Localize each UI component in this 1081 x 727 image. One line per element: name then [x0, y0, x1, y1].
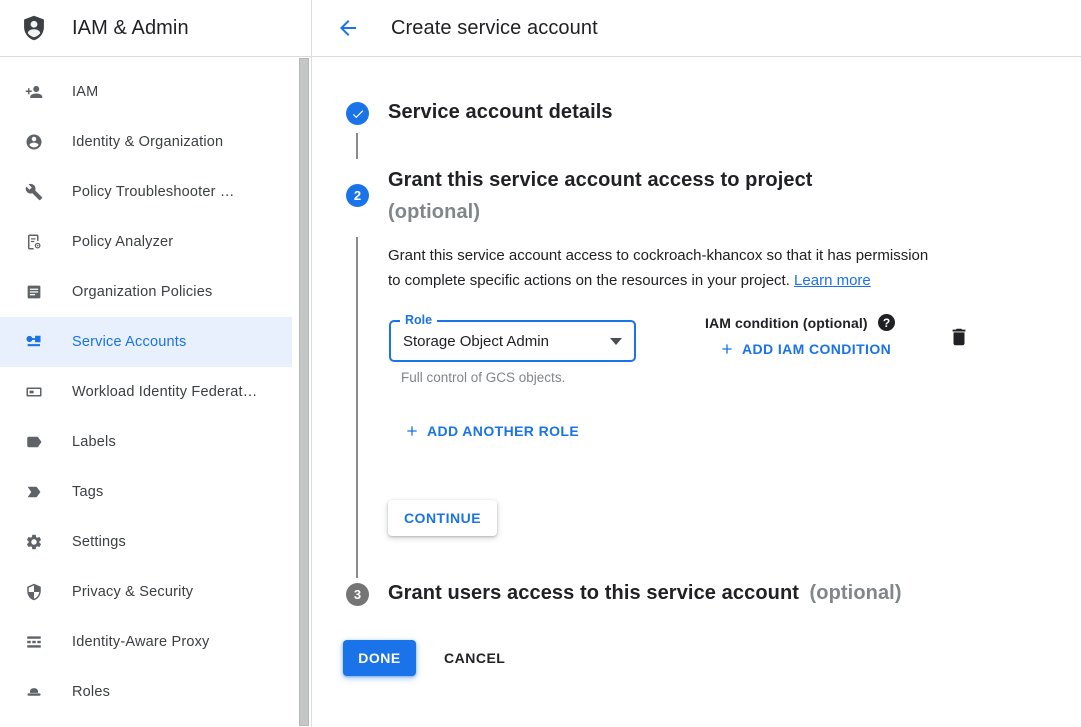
sidebar-item-settings[interactable]	[0, 517, 292, 567]
plus-icon	[404, 423, 420, 439]
sidebar-item-label: Policy Analyzer	[72, 234, 174, 250]
sidebar-scrollbar-track	[292, 57, 311, 727]
sidebar-item-privacy-security[interactable]	[0, 567, 292, 617]
add-another-role-button[interactable]	[404, 423, 579, 439]
document-gear-icon	[25, 233, 43, 251]
person-add-icon	[25, 83, 43, 101]
step2-description-line1: Grant this service account access to cockroach-khancox so that it has permission	[388, 247, 929, 264]
step2-number-badge	[346, 184, 369, 207]
identity-person-icon	[25, 133, 43, 151]
iam-admin-shield-logo-icon	[20, 13, 48, 43]
product-title: IAM & Admin	[72, 16, 189, 39]
sidebar-item-label: Service Accounts	[72, 334, 187, 350]
stepper-connector-1	[356, 133, 358, 159]
step3-title: Grant users access to this service account	[388, 582, 800, 604]
role-helper-text: Full control of GCS objects.	[401, 370, 566, 385]
sidebar-item-label: Identity-Aware Proxy	[72, 634, 210, 650]
create-service-account-form	[312, 57, 1081, 727]
sidebar-item-label: Roles	[72, 684, 111, 700]
hat-icon	[25, 683, 43, 701]
page-title: Create service account	[391, 16, 598, 39]
help-question-mark: ?	[882, 315, 891, 330]
step2-number: 2	[353, 188, 362, 203]
sidebar-item-policy-analyzer[interactable]	[0, 217, 292, 267]
step3-optional-label: (optional)	[809, 582, 902, 604]
sidebar-item-policy-troubleshooter[interactable]	[0, 167, 292, 217]
step2-title: Grant this service account access to project	[388, 169, 813, 191]
sidebar-item-label: IAM	[72, 84, 99, 100]
learn-more-link[interactable]: Learn more	[794, 272, 871, 289]
sidebar-item-roles[interactable]	[0, 667, 292, 717]
sidebar-item-iam[interactable]	[0, 67, 292, 117]
add-another-role-label: ADD ANOTHER ROLE	[427, 423, 580, 439]
sidebar-item-label: Organization Policies	[72, 284, 213, 300]
sidebar-item-label: Privacy & Security	[72, 584, 194, 600]
gear-icon	[25, 533, 43, 551]
label-tag-icon	[25, 433, 43, 451]
sidebar-item-label: Settings	[72, 534, 126, 550]
sidebar-item-identity-organization[interactable]	[0, 117, 292, 167]
page-header	[312, 0, 1081, 57]
sidebar-item-label: Workload Identity Federat…	[72, 384, 258, 400]
step3-number: 3	[353, 587, 362, 602]
add-iam-condition-label: ADD IAM CONDITION	[742, 341, 892, 357]
back-arrow-icon[interactable]	[336, 16, 360, 40]
iam-condition-label: IAM condition (optional)	[705, 315, 868, 331]
continue-button[interactable]: CONTINUE	[388, 500, 497, 536]
shield-icon	[25, 583, 43, 601]
sidebar-scrollbar-thumb[interactable]	[299, 58, 309, 726]
sidebar-item-workload-identity-federation[interactable]	[0, 367, 292, 417]
tag-arrow-icon	[25, 483, 43, 501]
sidebar-item-service-accounts[interactable]	[0, 317, 292, 367]
badge-card-icon	[25, 383, 43, 401]
document-lines-icon	[25, 283, 43, 301]
sidebar-item-identity-aware-proxy[interactable]	[0, 617, 292, 667]
role-field-label: Role	[400, 313, 437, 327]
role-select[interactable]	[389, 313, 636, 362]
sidebar-divider	[311, 0, 312, 727]
step1-title: Service account details	[388, 101, 613, 123]
step2-optional-label: (optional)	[388, 201, 481, 223]
stepper-connector-2	[356, 237, 358, 578]
wrench-icon	[25, 183, 43, 201]
sidebar-item-label: Labels	[72, 434, 116, 450]
sidebar-item-label: Identity & Organization	[72, 134, 224, 150]
step3-number-badge	[346, 583, 369, 606]
step1-complete-icon	[346, 102, 369, 125]
step3-heading	[388, 582, 902, 605]
sidebar-header	[0, 0, 312, 57]
sidebar-item-organization-policies[interactable]	[0, 267, 292, 317]
sidebar-item-labels[interactable]	[0, 417, 292, 467]
help-icon[interactable]	[878, 314, 895, 331]
done-button[interactable]: DONE	[343, 640, 416, 676]
step2-description	[388, 243, 994, 293]
role-field-value: Storage Object Admin	[403, 332, 549, 350]
sidebar-item-label: Tags	[72, 484, 104, 500]
sidebar-item-label: Policy Troubleshooter …	[72, 184, 235, 200]
sidebar-nav	[0, 57, 292, 727]
delete-role-trash-icon[interactable]	[948, 326, 970, 348]
step2-description-line2: to complete specific actions on the resources in your project.	[388, 272, 790, 289]
sidebar-item-tags[interactable]	[0, 467, 292, 517]
plus-icon	[719, 341, 735, 357]
dropdown-arrow-icon	[610, 338, 622, 345]
proxy-rows-icon	[25, 633, 43, 651]
add-iam-condition-button[interactable]	[719, 341, 891, 357]
service-account-key-icon	[25, 333, 43, 351]
cancel-button[interactable]: CANCEL	[434, 640, 515, 676]
